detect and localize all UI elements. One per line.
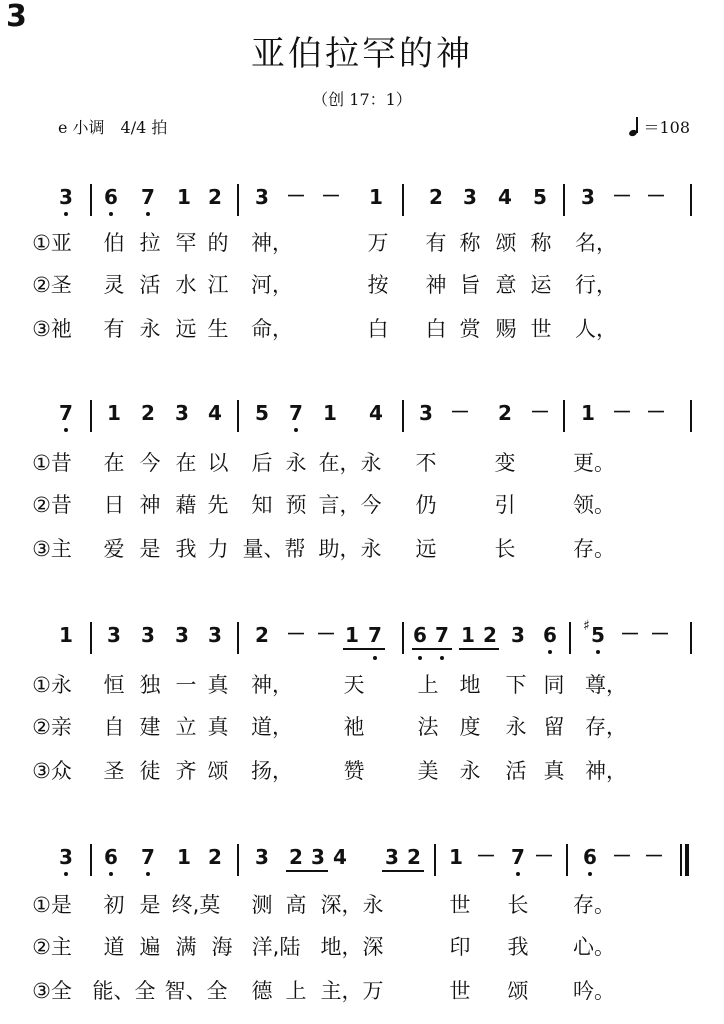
scripture-reference: （创 17：1） (312, 90, 412, 109)
lyric-syllable: 在，永 (318, 451, 382, 475)
lyric-syllable: 遍 (139, 935, 161, 959)
note: 2 (208, 845, 222, 869)
lyric-syllable: 颂 (207, 759, 229, 783)
barline (237, 400, 239, 432)
lyric-syllable: 预 (285, 493, 307, 517)
low-octave-dot (146, 212, 150, 216)
note: 2 (255, 623, 269, 647)
lyric-syllable: 有 (103, 317, 125, 341)
lyric-syllable: 永 (459, 759, 481, 783)
lyric-syllable: 赞 (343, 759, 365, 783)
lyric-syllable: 称 (530, 231, 552, 255)
barline (690, 400, 692, 432)
eighth-beam (286, 870, 328, 872)
barline (566, 844, 568, 876)
note: 3 (175, 401, 189, 425)
lyric-syllable: ②亲 (32, 715, 72, 739)
lyric-syllable: 人， (575, 317, 617, 341)
lyric-line-3-1 (0, 672, 724, 698)
low-octave-dot (146, 872, 150, 876)
hold-dash: － (530, 400, 550, 424)
lyric-syllable: 圣 (103, 759, 125, 783)
lyric-syllable: 远 (175, 317, 197, 341)
lyric-syllable: 留 (543, 715, 565, 739)
notation-line-2 (0, 400, 724, 440)
lyric-line-1-3 (0, 316, 724, 342)
quarter-note-icon (629, 118, 641, 136)
lyric-syllable: 生 (207, 317, 229, 341)
lyric-syllable: 心。 (573, 935, 615, 959)
low-octave-dot (548, 650, 552, 654)
lyric-syllable: 有 (425, 231, 447, 255)
lyric-syllable: 引 (494, 493, 516, 517)
lyric-syllable: 恒 (103, 673, 125, 697)
eighth-beam (412, 648, 452, 650)
note: 5 (591, 623, 605, 647)
lyric-syllable: ①亚 (32, 231, 72, 255)
lyric-syllable: 是 (139, 893, 161, 917)
lyric-syllable: 日 (103, 493, 125, 517)
lyric-syllable: 齐 (175, 759, 197, 783)
lyric-syllable: 我 (175, 537, 197, 561)
lyric-syllable: 上 (417, 673, 439, 697)
note: 7 (511, 845, 525, 869)
lyric-syllable: 洋,陆 (251, 935, 301, 959)
lyric-syllable: 道 (103, 935, 125, 959)
lyric-syllable: 运 (530, 273, 552, 297)
lyric-syllable: 藉 (175, 493, 197, 517)
lyric-syllable: 神 (425, 273, 447, 297)
note: 4 (498, 185, 512, 209)
barline (402, 184, 404, 216)
barline (90, 622, 92, 654)
note: 6 (413, 623, 427, 647)
note: 5 (533, 185, 547, 209)
lyric-syllable: 名， (575, 231, 617, 255)
lyric-syllable: 的 (207, 231, 229, 255)
low-octave-dot (64, 428, 68, 432)
lyric-syllable: 江 (207, 273, 229, 297)
lyric-syllable: 世 (449, 893, 471, 917)
song-title: 亚伯拉罕的神 (251, 34, 473, 74)
note: 3 (141, 623, 155, 647)
lyric-syllable: 后 (251, 451, 273, 475)
note: 3 (175, 623, 189, 647)
lyric-syllable: 美 (417, 759, 439, 783)
lyric-syllable: 永 (505, 715, 527, 739)
note: 7 (368, 623, 382, 647)
note: 1 (177, 845, 191, 869)
barline (563, 400, 565, 432)
note: 7 (141, 845, 155, 869)
note: 3 (385, 845, 399, 869)
note: 2 (429, 185, 443, 209)
lyric-syllable: 立 (175, 715, 197, 739)
lyric-line-3-2 (0, 714, 724, 740)
barline (402, 622, 404, 654)
low-octave-dot (64, 212, 68, 216)
lyric-line-4-1 (0, 892, 724, 918)
lyric-syllable: 长 (494, 537, 516, 561)
hold-dash: － (644, 844, 664, 868)
hold-dash: － (286, 184, 306, 208)
lyric-line-3-3 (0, 758, 724, 784)
note: 2 (498, 401, 512, 425)
lyric-syllable: 满 (175, 935, 197, 959)
lyric-line-1-2 (0, 272, 724, 298)
hold-dash: － (286, 622, 306, 646)
lyric-syllable: 灵 (103, 273, 125, 297)
lyric-syllable: 知 (251, 493, 273, 517)
lyric-syllable: 真 (207, 715, 229, 739)
lyric-syllable: 扬， (251, 759, 293, 783)
lyric-syllable: ①昔 (32, 451, 72, 475)
lyric-syllable: ②昔 (32, 493, 72, 517)
lyric-syllable: ③全 (32, 979, 72, 1003)
lyric-syllable: 活 (139, 273, 161, 297)
lyric-syllable: 白 (367, 317, 389, 341)
note: 1 (323, 401, 337, 425)
note: 3 (255, 185, 269, 209)
lyric-syllable: ①永 (32, 673, 72, 697)
lyric-syllable: 独 (139, 673, 161, 697)
lyric-syllable: ②圣 (32, 273, 72, 297)
hold-dash: － (612, 184, 632, 208)
lyric-syllable: ③祂 (32, 317, 72, 341)
lyric-syllable: 意 (495, 273, 517, 297)
lyric-syllable: 言，今 (318, 493, 382, 517)
lyric-syllable: 命， (251, 317, 293, 341)
lyric-line-4-3 (0, 978, 724, 1004)
low-octave-dot (588, 872, 592, 876)
lyric-syllable: 同 (543, 673, 565, 697)
lyric-syllable: 颂 (495, 231, 517, 255)
hold-dash: － (534, 844, 554, 868)
lyric-syllable: 尊， (585, 673, 627, 697)
note: 3 (208, 623, 222, 647)
note: 7 (435, 623, 449, 647)
low-octave-dot (418, 656, 422, 660)
lyric-syllable: 终,莫 (171, 893, 221, 917)
lyric-syllable: 地 (459, 673, 481, 697)
note: 1 (449, 845, 463, 869)
lyric-syllable: ②主 (32, 935, 72, 959)
note: 3 (511, 623, 525, 647)
lyric-syllable: 存。 (573, 893, 615, 917)
lyric-syllable: 颂 (507, 979, 529, 1003)
lyric-syllable: 存。 (573, 537, 615, 561)
lyric-syllable: 吟。 (573, 979, 615, 1003)
lyric-syllable: 仍 (415, 493, 437, 517)
final-barline-thick (685, 844, 689, 876)
lyric-syllable: 自 (103, 715, 125, 739)
hold-dash: － (612, 400, 632, 424)
barline (90, 844, 92, 876)
lyric-syllable: 拉 (139, 231, 161, 255)
barline (402, 400, 404, 432)
lyric-syllable: 度 (459, 715, 481, 739)
lyric-syllable: 更。 (573, 451, 615, 475)
lyric-syllable: 天 (343, 673, 365, 697)
final-barline-thin (680, 844, 682, 876)
lyric-syllable: 在 (103, 451, 125, 475)
lyric-syllable: 旨 (459, 273, 481, 297)
barline (237, 844, 239, 876)
note: 3 (59, 185, 73, 209)
note: 7 (59, 401, 73, 425)
lyric-syllable: 量、帮 (242, 537, 306, 561)
lyric-line-4-2 (0, 934, 724, 960)
lyric-line-2-1 (0, 450, 724, 476)
lyric-syllable: 徒 (139, 759, 161, 783)
lyric-syllable: ①是 (32, 893, 72, 917)
barline (690, 184, 692, 216)
low-octave-dot (440, 656, 444, 660)
lyric-syllable: 力 (207, 537, 229, 561)
lyric-syllable: 祂 (343, 715, 365, 739)
note: 1 (581, 401, 595, 425)
hold-dash: － (316, 622, 336, 646)
lyric-syllable: 罕 (175, 231, 197, 255)
notation-line-4 (0, 844, 724, 884)
note: 2 (289, 845, 303, 869)
barline (563, 184, 565, 216)
lyric-syllable: 赐 (495, 317, 517, 341)
lyric-syllable: 真 (543, 759, 565, 783)
lyric-syllable: 永 (139, 317, 161, 341)
lyric-syllable: 水 (175, 273, 197, 297)
key-signature: e 小调 4/4 拍 (58, 118, 168, 137)
notation-line-3 (0, 618, 724, 662)
note: 3 (311, 845, 325, 869)
eighth-beam (459, 648, 499, 650)
lyric-syllable: 上 (285, 979, 307, 1003)
lyric-syllable: ③众 (32, 759, 72, 783)
lyric-syllable: 真 (207, 673, 229, 697)
low-octave-dot (373, 656, 377, 660)
note: 2 (141, 401, 155, 425)
lyric-syllable: 初 (103, 893, 125, 917)
lyric-syllable: 我 (507, 935, 529, 959)
lyric-line-1-1 (0, 230, 724, 256)
sharp-sign: ♯ (583, 618, 590, 634)
tempo-value: ＝108 (643, 118, 690, 137)
note: 2 (407, 845, 421, 869)
note: 2 (483, 623, 497, 647)
eighth-beam (382, 870, 424, 872)
lyric-syllable: 助，永 (318, 537, 382, 561)
hold-dash: － (650, 622, 670, 646)
lyric-syllable: 地，深 (320, 935, 384, 959)
note: 3 (255, 845, 269, 869)
lyric-syllable: 万 (367, 231, 389, 255)
lyric-line-2-3 (0, 536, 724, 562)
note: 6 (583, 845, 597, 869)
lyric-syllable: 神， (251, 673, 293, 697)
lyric-syllable: 印 (449, 935, 471, 959)
note: 1 (177, 185, 191, 209)
lyric-syllable: 智、全 (164, 979, 228, 1003)
lyric-syllable: 神， (251, 231, 293, 255)
lyric-syllable: 不 (415, 451, 437, 475)
lyric-syllable: 建 (139, 715, 161, 739)
lyric-syllable: 测 (251, 893, 273, 917)
note: 3 (419, 401, 433, 425)
eighth-beam (343, 648, 385, 650)
low-octave-dot (596, 650, 600, 654)
note: 3 (581, 185, 595, 209)
lyric-syllable: 主，万 (320, 979, 384, 1003)
lyric-syllable: 深，永 (320, 893, 384, 917)
lyric-syllable: 变 (494, 451, 516, 475)
lyric-syllable: 海 (211, 935, 233, 959)
barline (434, 844, 436, 876)
lyric-syllable: 一 (175, 673, 197, 697)
lyric-line-2-2 (0, 492, 724, 518)
low-octave-dot (294, 428, 298, 432)
hold-dash: － (450, 400, 470, 424)
notation-line-1 (0, 184, 724, 224)
lyric-syllable: 神， (585, 759, 627, 783)
lyric-syllable: 永 (285, 451, 307, 475)
hold-dash: － (646, 400, 666, 424)
note: 4 (208, 401, 222, 425)
lyric-syllable: 下 (505, 673, 527, 697)
low-octave-dot (64, 872, 68, 876)
low-octave-dot (109, 872, 113, 876)
lyric-syllable: 德 (251, 979, 273, 1003)
lyric-syllable: 世 (530, 317, 552, 341)
note: 1 (369, 185, 383, 209)
note: 6 (104, 185, 118, 209)
note: 1 (59, 623, 73, 647)
note: 7 (289, 401, 303, 425)
note: 3 (107, 623, 121, 647)
note: 7 (141, 185, 155, 209)
note: 1 (461, 623, 475, 647)
lyric-syllable: 称 (459, 231, 481, 255)
note: 3 (59, 845, 73, 869)
low-octave-dot (516, 872, 520, 876)
note: 6 (104, 845, 118, 869)
barline (237, 184, 239, 216)
lyric-syllable: 先 (207, 493, 229, 517)
barline (690, 622, 692, 654)
barline (237, 622, 239, 654)
lyric-syllable: 世 (449, 979, 471, 1003)
lyric-syllable: ③主 (32, 537, 72, 561)
lyric-syllable: 是 (139, 537, 161, 561)
tempo-marking (629, 118, 690, 138)
lyric-syllable: 在 (175, 451, 197, 475)
lyric-syllable: 领。 (573, 493, 615, 517)
lyric-syllable: 按 (367, 273, 389, 297)
note: 1 (107, 401, 121, 425)
barline (90, 184, 92, 216)
barline (90, 400, 92, 432)
low-octave-dot (109, 212, 113, 216)
lyric-syllable: 长 (507, 893, 529, 917)
page-number: 3 (6, 0, 27, 34)
lyric-syllable: 能、全 (92, 979, 156, 1003)
note: 4 (333, 845, 347, 869)
lyric-syllable: 河， (251, 273, 293, 297)
note: 5 (255, 401, 269, 425)
lyric-syllable: 存， (585, 715, 627, 739)
hold-dash: － (612, 844, 632, 868)
note: 2 (208, 185, 222, 209)
note: 1 (345, 623, 359, 647)
lyric-syllable: 远 (415, 537, 437, 561)
lyric-syllable: 活 (505, 759, 527, 783)
lyric-syllable: 道， (251, 715, 293, 739)
lyric-syllable: 白 (425, 317, 447, 341)
lyric-syllable: 爱 (103, 537, 125, 561)
note: 6 (543, 623, 557, 647)
note: 3 (463, 185, 477, 209)
lyric-syllable: 伯 (103, 231, 125, 255)
hold-dash: － (620, 622, 640, 646)
lyric-syllable: 神 (139, 493, 161, 517)
lyric-syllable: 行， (575, 273, 617, 297)
hold-dash: － (476, 844, 496, 868)
hold-dash: － (321, 184, 341, 208)
lyric-syllable: 今 (139, 451, 161, 475)
lyric-syllable: 赏 (459, 317, 481, 341)
hold-dash: － (646, 184, 666, 208)
note: 4 (369, 401, 383, 425)
lyric-syllable: 法 (417, 715, 439, 739)
lyric-syllable: 高 (285, 893, 307, 917)
barline (569, 622, 571, 654)
lyric-syllable: 以 (207, 451, 229, 475)
